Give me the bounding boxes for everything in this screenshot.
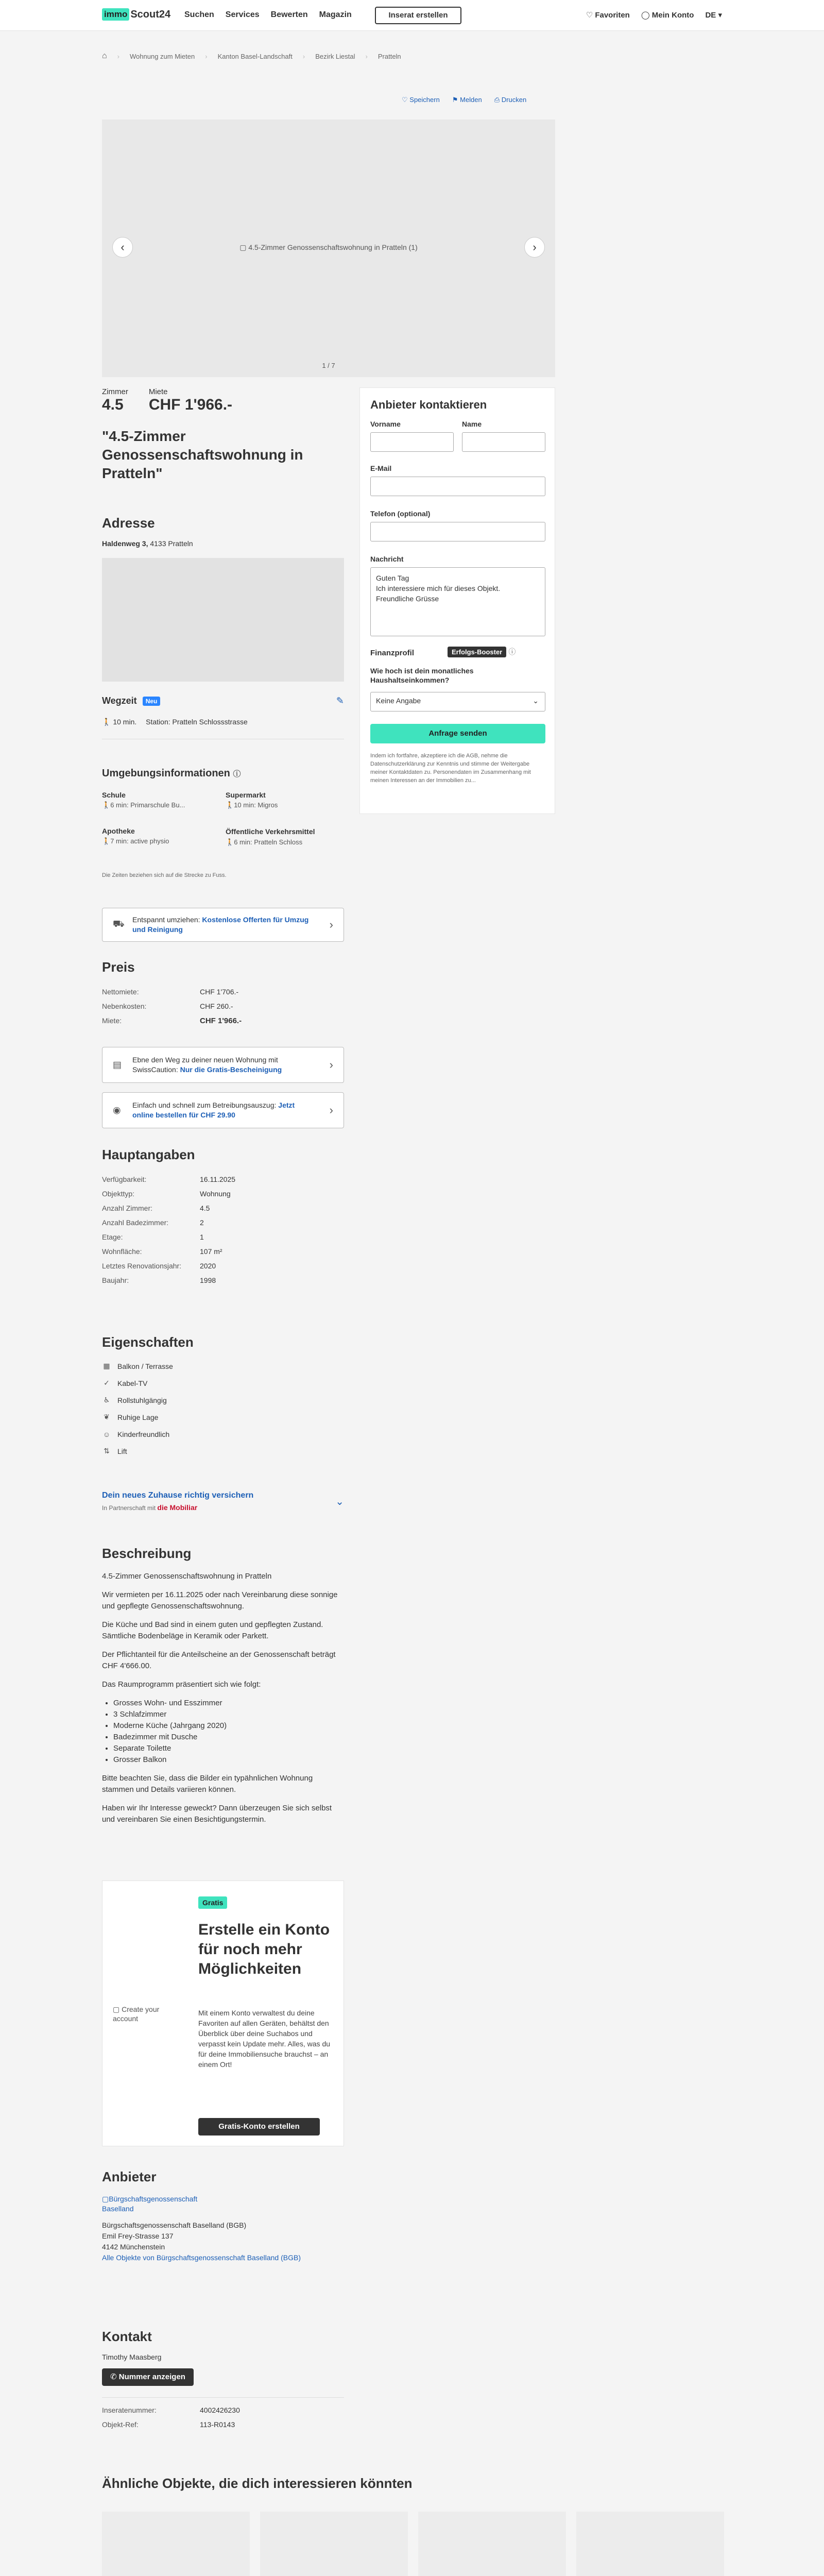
similar-heading: Ähnliche Objekte, die dich interessieren könnten [102, 2476, 413, 2491]
description-paragraph: Das Raumprogramm präsentiert sich wie folgt: [102, 1680, 261, 1689]
list-item: • 3 Schlafzimmer [113, 1709, 344, 1720]
address-section [102, 515, 344, 682]
language-label: DE [705, 11, 716, 20]
surrounding-value: 7 min: active physio [110, 837, 169, 845]
signup-text: Mit einem Konto verwaltest du deine Favoriten auf allen Geräten, behältst den Überblick über deine Suchabos und verpasst kein Update mehr. Alles, was du für deine Immobiliensuche brauchst – an einem Ort! [198, 2009, 331, 2069]
chevron-right-icon: › [329, 1058, 333, 1071]
rent-value: CHF 1'966.- [148, 396, 233, 413]
message-textarea[interactable]: Guten Tag Ich interessiere mich für dieses Objekt. Freundliche Grüsse [370, 567, 545, 636]
logo-box: immo [102, 8, 129, 21]
new-badge: Neu [143, 697, 161, 706]
table-row [102, 1230, 235, 1244]
ref-value: 113-R0143 [200, 2420, 235, 2429]
gallery-image-alt: 4.5-Zimmer Genossenschaftswohnung in Pratteln (1) [248, 243, 418, 251]
move-offer-prefix: Entspannt umziehen: [132, 916, 202, 924]
feature-label: Rollstuhlgängig [117, 1396, 167, 1404]
gallery-next-button[interactable] [524, 237, 545, 258]
show-number-button[interactable] [102, 2368, 344, 2386]
contact-person: Timothy Maasberg [102, 2353, 162, 2361]
description-paragraph: Bitte beachten Sie, dass die Bilder ein typähnlichen Wohnung stammen und Details variieren können. [102, 1774, 313, 1794]
listing-title: "4.5-Zimmer Genossenschaftswohnung in Pratteln" [102, 428, 303, 481]
info-key: Objekttyp: [102, 1190, 135, 1198]
table-row [102, 1201, 235, 1215]
first-name-input[interactable] [370, 432, 454, 452]
address-heading: Adresse [102, 515, 155, 531]
move-offer-tile[interactable] [102, 908, 344, 942]
divider [102, 2397, 344, 2398]
print-label: Drucken [501, 96, 527, 104]
show-number-label: Nummer anzeigen [118, 2372, 185, 2381]
message-label: Nachricht [370, 555, 404, 563]
commute-time: 10 min. [113, 718, 137, 726]
info-key: Anzahl Zimmer: [102, 1204, 153, 1212]
surrounding-value: 10 min: Migros [234, 801, 278, 809]
heart-icon: ♡ [586, 11, 595, 20]
breadcrumb-item[interactable]: Bezirk Liestal [315, 52, 355, 60]
success-booster-badge: Erfolgs-Booster [448, 647, 506, 657]
gallery-counter: 1 / 7 [322, 362, 335, 369]
info-value: 4.5 [200, 1204, 210, 1212]
description-paragraph: Der Pflichtanteil für die Anteilscheine an der Genossenschaft beträgt CHF 4'666.00. [102, 1650, 336, 1670]
surroundings-heading: Umgebungsinformationen [102, 768, 230, 779]
nav-valuate[interactable]: Bewerten [270, 10, 308, 19]
table-row [102, 1215, 235, 1230]
image-gallery[interactable] [102, 120, 555, 377]
list-item [102, 1443, 344, 1460]
flag-icon: ⚑ [452, 96, 460, 104]
chevron-left-icon: ‹ [121, 241, 125, 253]
swisscaution-text [132, 1055, 318, 1075]
contact-info-section [102, 2329, 344, 2432]
finance-profile-label: Finanzprofil [370, 649, 414, 657]
list-item: • Grosser Balkon [113, 1754, 344, 1766]
signup-heading: Erstelle ein Konto für noch mehr Möglichkeiten [198, 1921, 330, 1977]
info-key: Etage: [102, 1233, 123, 1241]
debt-extract-link[interactable]: Jetzt online bestellen für CHF 29.90 [132, 1101, 295, 1119]
email-label: E-Mail [370, 464, 392, 472]
walk-icon: 🚶 [102, 801, 111, 809]
main-info-table [102, 1172, 235, 1287]
info-value: 1 [200, 1233, 204, 1241]
printer-icon: ⎙ [494, 96, 502, 104]
logo-text: Scout24 [130, 8, 171, 20]
contact-info-heading: Kontakt [102, 2329, 152, 2344]
breadcrumb-item[interactable]: Pratteln [377, 52, 401, 60]
list-item [102, 1392, 344, 1409]
similar-card-placeholder[interactable] [260, 2512, 408, 2576]
provider-street: Emil Frey-Strasse 137 [102, 2232, 174, 2240]
mobiliar-logo: die Mobiliar [157, 1503, 198, 1512]
commute-section [102, 696, 344, 739]
move-offer-text [132, 915, 318, 935]
list-item [102, 1358, 344, 1375]
rent-block [149, 387, 232, 414]
top-bar [0, 0, 824, 31]
features-list [102, 1358, 344, 1460]
leaf-icon: ❦ [104, 1413, 110, 1421]
info-key: Baujahr: [102, 1276, 129, 1284]
surroundings-note: Die Zeiten beziehen sich auf die Strecke zu Fuss. [102, 872, 227, 878]
chevron-down-icon: ⌄ [533, 697, 539, 705]
signup-image-alt: Create your account [113, 2005, 160, 2023]
first-name-label: Vorname [370, 420, 401, 428]
info-value: 2020 [200, 1262, 216, 1270]
provider-heading: Anbieter [102, 2169, 157, 2184]
heart-icon: ♡ [402, 96, 410, 104]
main-nav [184, 10, 352, 20]
check-icon: ✓ [104, 1379, 110, 1387]
surrounding-item [226, 791, 344, 809]
info-value: 1998 [200, 1276, 216, 1284]
gallery-image [215, 243, 442, 252]
features-section [102, 1334, 344, 1460]
free-badge: Gratis [198, 1896, 227, 1909]
list-item [102, 1426, 344, 1443]
nav-search[interactable]: Suchen [184, 10, 214, 19]
ref-key: Objekt-Ref: [102, 2420, 139, 2429]
phone-icon: ✆ [110, 2372, 119, 2381]
address-street: Haldenweg 3, [102, 539, 148, 548]
surrounding-value: 6 min: Pratteln Schloss [234, 838, 303, 846]
info-key: Verfügbarkeit: [102, 1175, 147, 1183]
feature-label: Kabel-TV [117, 1379, 148, 1387]
list-item: • Grosses Wohn- und Esszimmer [113, 1698, 344, 1709]
swisscaution-tile[interactable] [102, 1047, 344, 1083]
walk-icon: 🚶 [102, 718, 113, 726]
feature-label: Balkon / Terrasse [117, 1362, 173, 1370]
language-select[interactable] [705, 10, 722, 20]
features-heading: Eigenschaften [102, 1334, 194, 1350]
elevator-icon: ⇅ [104, 1447, 110, 1455]
table-row [102, 999, 242, 1013]
income-question: Wie hoch ist dein monatliches Haushaltseinkommen? [370, 667, 474, 684]
breadcrumb-separator: › [302, 52, 305, 60]
email-field[interactable] [370, 477, 545, 496]
list-item: • Moderne Küche (Jahrgang 2020) [113, 1720, 344, 1732]
list-item: • Badezimmer mit Dusche [113, 1732, 344, 1743]
debt-extract-text [132, 1100, 318, 1120]
price-key: Nettomiete: [102, 988, 139, 996]
create-listing-button[interactable]: Inserat erstellen [375, 7, 461, 24]
price-key: Miete: [102, 1016, 122, 1025]
chevron-right-icon: › [533, 241, 537, 253]
placeholder-image [576, 2512, 724, 2576]
surrounding-title: Supermarkt [226, 791, 266, 799]
info-value: Wohnung [200, 1190, 231, 1198]
table-row [102, 1013, 242, 1028]
provider-logo[interactable] [102, 2194, 198, 2214]
listing-actions [402, 96, 526, 104]
walk-icon: 🚶 [102, 837, 111, 845]
rooms-block [102, 387, 128, 414]
similar-card-placeholder[interactable] [576, 2512, 724, 2576]
chevron-down-icon: ⌄ [335, 1496, 344, 1507]
last-name-input[interactable] [462, 432, 545, 452]
placeholder-image [260, 2512, 408, 2576]
info-value: 2 [200, 1218, 204, 1227]
room-list [113, 1698, 344, 1766]
description-paragraph: 4.5-Zimmer Genossenschaftswohnung in Pratteln [102, 1572, 272, 1581]
ref-key: Inseratenummer: [102, 2406, 157, 2414]
info-value: 107 m² [200, 1247, 222, 1256]
provider-address [102, 2220, 344, 2263]
summary [102, 387, 344, 483]
main-info-heading: Hauptangaben [102, 1147, 195, 1162]
surrounding-item [226, 827, 344, 846]
table-row [102, 1273, 235, 1287]
breadcrumb-separator: › [205, 52, 208, 60]
reference-table [102, 2403, 240, 2432]
description-paragraph: Haben wir Ihr Interesse geweckt? Dann überzeugen Sie sich selbst und vereinbaren Sie einen Besichtigungstermin. [102, 1804, 332, 1824]
account-label: Mein Konto [651, 11, 694, 20]
list-item: • Separate Toilette [113, 1743, 344, 1754]
swisscaution-prefix: Ebne den Weg zu deiner neuen Wohnung mit SwissCaution: [132, 1056, 278, 1074]
report-link[interactable] [452, 96, 482, 104]
breadcrumb-item[interactable]: Wohnung zum Mieten [130, 52, 195, 60]
document-icon: ▤ [113, 1059, 122, 1070]
address-city: 4133 Pratteln [150, 539, 193, 548]
surrounding-title: Öffentliche Verkehrsmittel [226, 827, 315, 836]
similar-card-placeholder[interactable] [102, 2512, 250, 2576]
commute-label: Wegzeit [102, 696, 137, 706]
chevron-down-icon: ▾ [716, 11, 722, 20]
save-link[interactable] [402, 96, 440, 104]
table-row [102, 1259, 235, 1273]
balcony-icon: ▦ [103, 1362, 110, 1370]
surroundings-section [102, 768, 344, 878]
insurance-title: Dein neues Zuhause richtig versichern [102, 1491, 254, 1500]
price-table [102, 985, 242, 1028]
contact-form [359, 387, 555, 814]
table-row [102, 1187, 235, 1201]
price-key: Nebenkosten: [102, 1002, 147, 1010]
last-name-label: Name [462, 420, 482, 428]
send-request-button[interactable]: Anfrage senden [370, 724, 545, 743]
wheelchair-icon: ♿ [103, 1396, 110, 1404]
breadcrumb [102, 52, 401, 61]
surrounding-item [102, 791, 220, 809]
provider-section [102, 2169, 344, 2263]
table-row [102, 2403, 240, 2417]
feature-label: Kinderfreundlich [117, 1430, 170, 1438]
main-info-section [102, 1147, 344, 1287]
ref-value: 4002426230 [200, 2406, 240, 2414]
description-paragraph: Wir vermieten per 16.11.2025 oder nach Vereinbarung diese sonnige und gepflegte Genossenschaftswohnung. [102, 1590, 338, 1611]
report-label: Melden [460, 96, 482, 104]
logo[interactable] [102, 8, 170, 21]
provider-logo-alt: Bürgschaftsgenossenschaft Baselland [102, 2195, 198, 2213]
walk-icon: 🚶 [226, 801, 234, 809]
rent-label: Miete [148, 387, 168, 396]
placeholder-image [102, 2512, 250, 2576]
provider-city: 4142 Münchenstein [102, 2243, 165, 2251]
placeholder-image [418, 2512, 566, 2576]
pencil-icon[interactable]: ✎ [336, 696, 344, 706]
table-row [102, 1172, 235, 1187]
surrounding-title: Apotheke [102, 827, 135, 835]
walk-icon: 🚶 [226, 838, 234, 846]
income-select[interactable] [370, 692, 545, 711]
breadcrumb-separator: › [117, 52, 120, 60]
swisscaution-link[interactable]: Nur die Gratis-Bescheinigung [180, 1065, 282, 1074]
nav-services[interactable]: Services [225, 10, 260, 19]
surrounding-value: 6 min: Primarschule Bu... [110, 801, 185, 809]
contact-form-heading: Anbieter kontaktieren [370, 398, 487, 411]
move-offer-link[interactable]: Kostenlose Offerten für Umzug und Reinigung [132, 916, 309, 934]
insurance-sub: In Partnerschaft mit [102, 1504, 156, 1512]
home-icon[interactable]: ⌂ [102, 52, 107, 60]
income-select-value: Keine Angabe [376, 697, 421, 705]
price-value: CHF 1'966.- [200, 1016, 242, 1025]
info-icon[interactable]: ⓘ [508, 648, 516, 656]
breadcrumb-separator: › [365, 52, 368, 60]
right-nav [586, 10, 722, 20]
gallery-prev-button[interactable] [112, 237, 133, 258]
price-value: CHF 1'706.- [200, 988, 239, 996]
print-link[interactable] [494, 96, 526, 104]
signup-image [113, 2005, 175, 2023]
provider-name: Bürgschaftsgenossenschaft Baselland (BGB) [102, 2221, 247, 2229]
debt-extract-prefix: Einfach und schnell zum Betreibungsauszug: [132, 1101, 279, 1109]
broken-image-icon: ▢ [239, 243, 249, 251]
save-label: Speichern [409, 96, 440, 104]
description-heading: Beschreibung [102, 1546, 192, 1561]
chevron-right-icon: › [329, 918, 333, 931]
similar-card-placeholder[interactable] [418, 2512, 566, 2576]
info-key: Letztes Renovationsjahr: [102, 1262, 182, 1270]
price-heading: Preis [102, 959, 135, 975]
list-item [102, 1375, 344, 1392]
truck-icon: ⛟ [113, 919, 125, 929]
breadcrumb-item[interactable]: Kanton Basel-Landschaft [217, 52, 293, 60]
info-key: Wohnfläche: [102, 1247, 142, 1256]
phone-label: Telefon (optional) [370, 510, 431, 518]
feature-label: Ruhige Lage [117, 1413, 159, 1421]
favorites-link[interactable] [586, 10, 630, 20]
info-key: Anzahl Badezimmer: [102, 1218, 169, 1227]
price-section [102, 959, 344, 1028]
broken-image-icon: ▢ [102, 2195, 109, 2203]
account-link[interactable] [641, 10, 694, 20]
list-item [102, 1409, 344, 1426]
rooms-label: Zimmer [102, 387, 128, 396]
chevron-right-icon: › [329, 1104, 333, 1116]
debt-extract-tile[interactable] [102, 1092, 344, 1128]
price-value: CHF 260.- [200, 1002, 233, 1010]
surrounding-title: Schule [102, 791, 126, 799]
create-account-button[interactable]: Gratis-Konto erstellen [198, 2118, 320, 2136]
info-value: 16.11.2025 [200, 1175, 236, 1183]
favorites-label: Favoriten [595, 11, 630, 20]
rooms-value: 4.5 [102, 396, 124, 413]
child-icon: ☺ [102, 1430, 111, 1438]
table-row [102, 2417, 240, 2432]
surroundings-grid [102, 791, 344, 868]
signup-card [102, 1880, 344, 2146]
description-paragraph: Die Küche und Bad sind in einem guten und gepflegten Zustand. Sämtliche Bodenbeläge in Keramik oder Parkett. [102, 1620, 323, 1640]
feature-label: Lift [117, 1447, 127, 1455]
phone-field[interactable] [370, 522, 545, 541]
map[interactable] [102, 558, 344, 682]
commute-destination[interactable]: Station: Pratteln Schlossstrasse [146, 718, 248, 726]
pin-icon: ◉ [113, 1105, 121, 1115]
provider-all-objects-link[interactable]: Alle Objekte von Bürgschaftsgenossenschaft Baselland (BGB) [102, 2253, 301, 2262]
address-text [102, 539, 344, 548]
nav-magazine[interactable]: Magazin [319, 10, 352, 19]
broken-image-icon: ▢ [113, 2005, 122, 2013]
privacy-note: Indem ich fortfahre, akzeptiere ich die AGB, nehme die Datenschutzerklärung zur Kenntnis und stimme der Weitergabe meiner Kontaktdaten zu. Personendaten im Zusammenhang mit meinen Interessen an der Immobilien zu... [370, 753, 531, 784]
user-icon: ◯ [641, 11, 652, 20]
table-row [102, 985, 242, 999]
table-row [102, 1244, 235, 1259]
info-icon[interactable]: ⓘ [233, 770, 241, 778]
description-section [102, 1546, 344, 1833]
insurance-accordion[interactable] [102, 1491, 344, 1522]
surrounding-item [102, 827, 220, 845]
